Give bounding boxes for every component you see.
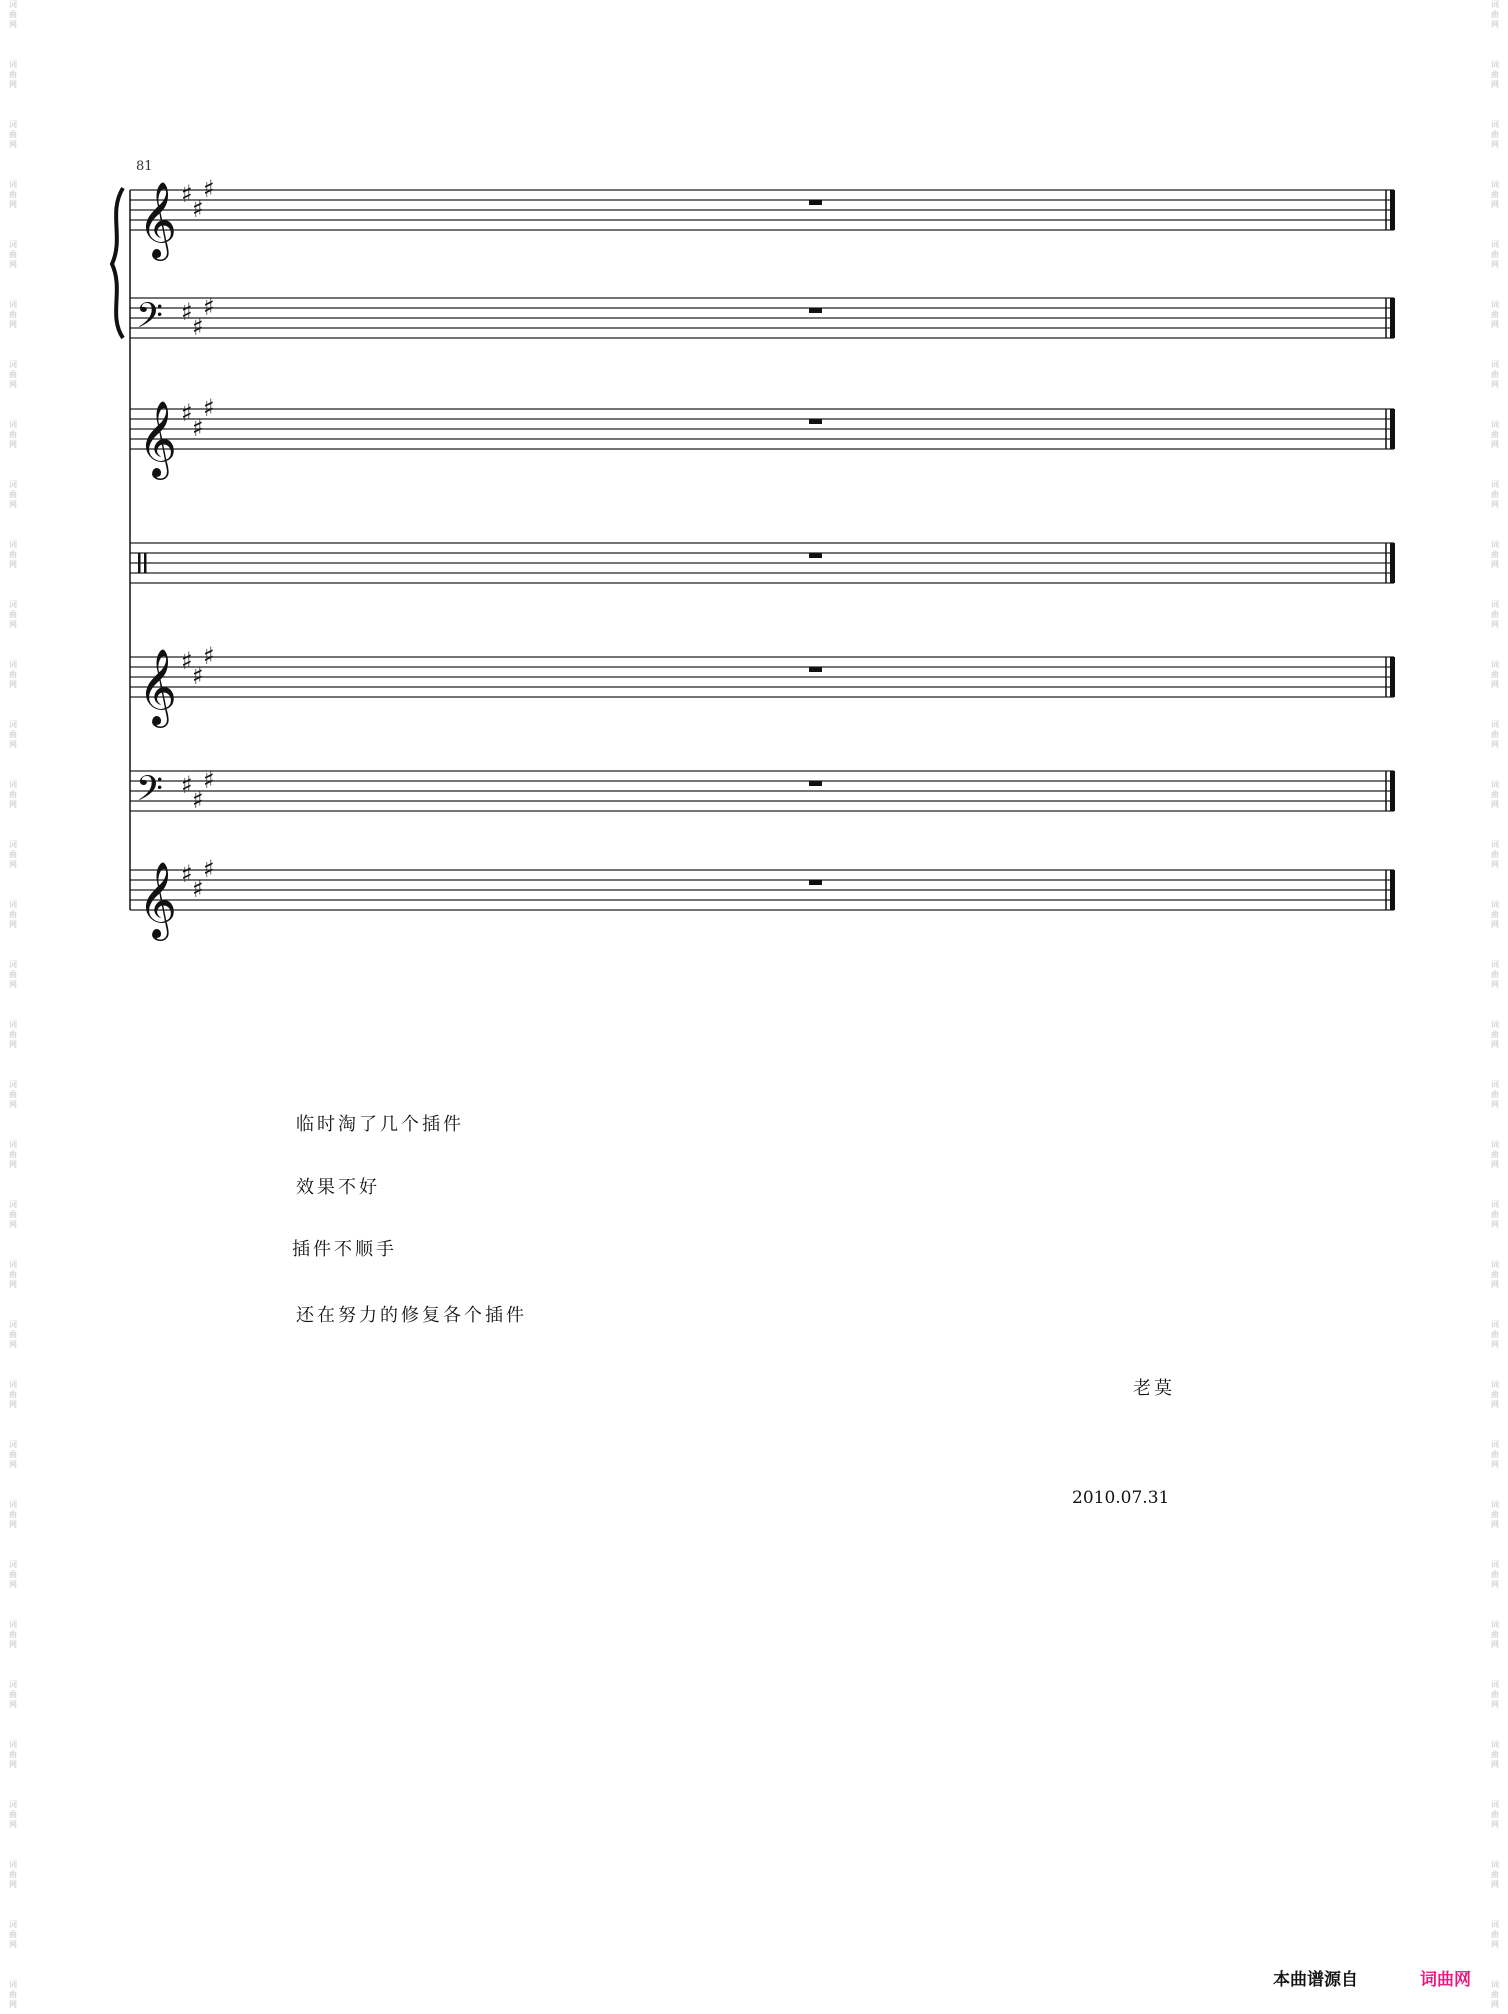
watermark-mark: 词 曲 网 [1491,900,1499,929]
barline-thick [1390,543,1395,583]
watermark-mark: 词 曲 网 [9,1740,17,1769]
whole-rest-icon [809,880,822,885]
watermark-mark: 词 曲 网 [9,540,17,569]
barline-thick [1390,870,1395,910]
watermark-mark: 词 曲 网 [9,1800,17,1829]
watermark-mark: 词 曲 网 [9,120,17,149]
treble-clef-icon: 𝄞 [138,181,178,258]
watermark-mark: 词 曲 网 [1491,300,1499,329]
watermark-mark: 词 曲 网 [9,600,17,629]
sharp-icon: ♯ [203,766,215,794]
watermark-mark: 词 曲 网 [9,1440,17,1469]
watermark-mark: 词 曲 网 [9,1200,17,1229]
watermark-mark: 词 曲 网 [9,1920,17,1949]
watermark-mark: 词 曲 网 [9,360,17,389]
bass-clef-icon: 𝄢 [136,295,164,344]
date-stamp: 2010.07.31 [1072,1488,1170,1508]
watermark-mark: 词 曲 网 [9,960,17,989]
watermark-mark: 词 曲 网 [9,1980,17,2009]
sharp-icon: ♯ [181,180,193,208]
watermark-mark: 词 曲 网 [9,1860,17,1889]
sharp-icon: ♯ [192,414,204,442]
sharp-icon: ♯ [181,771,193,799]
watermark-mark: 词 曲 网 [9,1620,17,1649]
watermark-mark: 词 曲 网 [1491,1200,1499,1229]
watermark-mark: 词 曲 网 [1491,660,1499,689]
watermark-mark: 词 曲 网 [9,780,17,809]
watermark-mark: 词 曲 网 [9,180,17,209]
watermark-mark: 词 曲 网 [9,1320,17,1349]
treble-clef-icon: 𝄞 [138,861,178,938]
watermark-mark: 词 曲 网 [9,240,17,269]
watermark-mark: 词 曲 网 [1491,1740,1499,1769]
whole-rest-icon [809,553,822,558]
watermark-mark: 词 曲 网 [1491,960,1499,989]
watermark-mark: 词 曲 网 [1491,1680,1499,1709]
watermark-mark: 词 曲 网 [1491,1140,1499,1169]
watermark-mark: 词 曲 网 [1491,540,1499,569]
note-line-2: 效果不好 [296,1177,380,1198]
percussion-clef-icon [138,553,141,573]
watermark-mark: 词 曲 网 [1491,1860,1499,1889]
whole-rest-icon [809,781,822,786]
brace-icon [112,188,123,338]
barline-thick [1390,771,1395,811]
sharp-icon: ♯ [192,875,204,903]
watermark-mark: 词 曲 网 [1491,1320,1499,1349]
watermark-mark: 词 曲 网 [9,1260,17,1289]
watermark-mark: 词 曲 网 [9,60,17,89]
barline-thick [1390,298,1395,338]
whole-rest-icon [809,667,822,672]
watermark-mark: 词 曲 网 [1491,480,1499,509]
sharp-icon: ♯ [192,313,204,341]
watermark-mark: 词 曲 网 [1491,720,1499,749]
music-score [0,0,1508,960]
watermark-mark: 词 曲 网 [1491,1620,1499,1649]
watermark-mark: 词 曲 网 [9,0,17,29]
watermark-mark: 词 曲 网 [1491,780,1499,809]
footer-source-label: 本曲谱源自 [1273,1970,1358,1990]
watermark-mark: 词 曲 网 [9,1080,17,1109]
watermark-mark: 词 曲 网 [1491,600,1499,629]
watermark-mark: 词 曲 网 [1491,1980,1499,2009]
watermark-mark: 词 曲 网 [9,900,17,929]
measure-number: 81 [136,159,153,174]
sharp-icon: ♯ [181,860,193,888]
watermark-mark: 词 曲 网 [9,420,17,449]
treble-clef-icon: 𝄞 [138,648,178,725]
sharp-icon: ♯ [181,647,193,675]
watermark-mark: 词 曲 网 [1491,420,1499,449]
barline-thick [1390,190,1395,230]
sharp-icon: ♯ [192,786,204,814]
footer-brand-link[interactable]: 词曲网 [1420,1970,1471,1990]
whole-rest-icon [809,419,822,424]
sharp-icon: ♯ [181,298,193,326]
barline-thick [1390,409,1395,449]
watermark-mark: 词 曲 网 [1491,1500,1499,1529]
watermark-mark: 词 曲 网 [9,1020,17,1049]
treble-clef-icon: 𝄞 [138,400,178,477]
sharp-icon: ♯ [203,855,215,883]
whole-rest-icon [809,200,822,205]
note-line-1: 临时淘了几个插件 [296,1114,464,1135]
watermark-mark: 词 曲 网 [1491,1440,1499,1469]
whole-rest-icon [809,308,822,313]
sharp-icon: ♯ [203,175,215,203]
watermark-mark: 词 曲 网 [1491,1020,1499,1049]
watermark-mark: 词 曲 网 [1491,1800,1499,1829]
watermark-mark: 词 曲 网 [9,1560,17,1589]
watermark-mark: 词 曲 网 [9,1380,17,1409]
barline-thick [1390,657,1395,697]
watermark-mark: 词 曲 网 [9,1140,17,1169]
watermark-mark: 词 曲 网 [1491,240,1499,269]
watermark-mark: 词 曲 网 [1491,1260,1499,1289]
sharp-icon: ♯ [192,195,204,223]
watermark-mark: 词 曲 网 [1491,60,1499,89]
watermark-mark: 词 曲 网 [1491,120,1499,149]
watermark-mark: 词 曲 网 [9,300,17,329]
watermark-mark: 词 曲 网 [9,720,17,749]
watermark-mark: 词 曲 网 [1491,180,1499,209]
watermark-mark: 词 曲 网 [1491,1920,1499,1949]
sharp-icon: ♯ [203,293,215,321]
watermark-mark: 词 曲 网 [1491,1380,1499,1409]
note-line-3: 插件不顺手 [292,1239,397,1260]
watermark-mark: 词 曲 网 [9,660,17,689]
percussion-clef-icon [144,553,147,573]
watermark-mark: 词 曲 网 [1491,840,1499,869]
bass-clef-icon: 𝄢 [136,768,164,817]
sharp-icon: ♯ [203,642,215,670]
watermark-mark: 词 曲 网 [1491,1080,1499,1109]
watermark-mark: 词 曲 网 [9,1500,17,1529]
note-line-4: 还在努力的修复各个插件 [296,1305,527,1326]
watermark-mark: 词 曲 网 [1491,0,1499,29]
watermark-mark: 词 曲 网 [1491,360,1499,389]
watermark-mark: 词 曲 网 [9,1680,17,1709]
author-name: 老莫 [1133,1378,1175,1399]
watermark-mark: 词 曲 网 [9,840,17,869]
watermark-mark: 词 曲 网 [1491,1560,1499,1589]
sharp-icon: ♯ [203,394,215,422]
watermark-mark: 词 曲 网 [9,480,17,509]
sharp-icon: ♯ [192,662,204,690]
sharp-icon: ♯ [181,399,193,427]
